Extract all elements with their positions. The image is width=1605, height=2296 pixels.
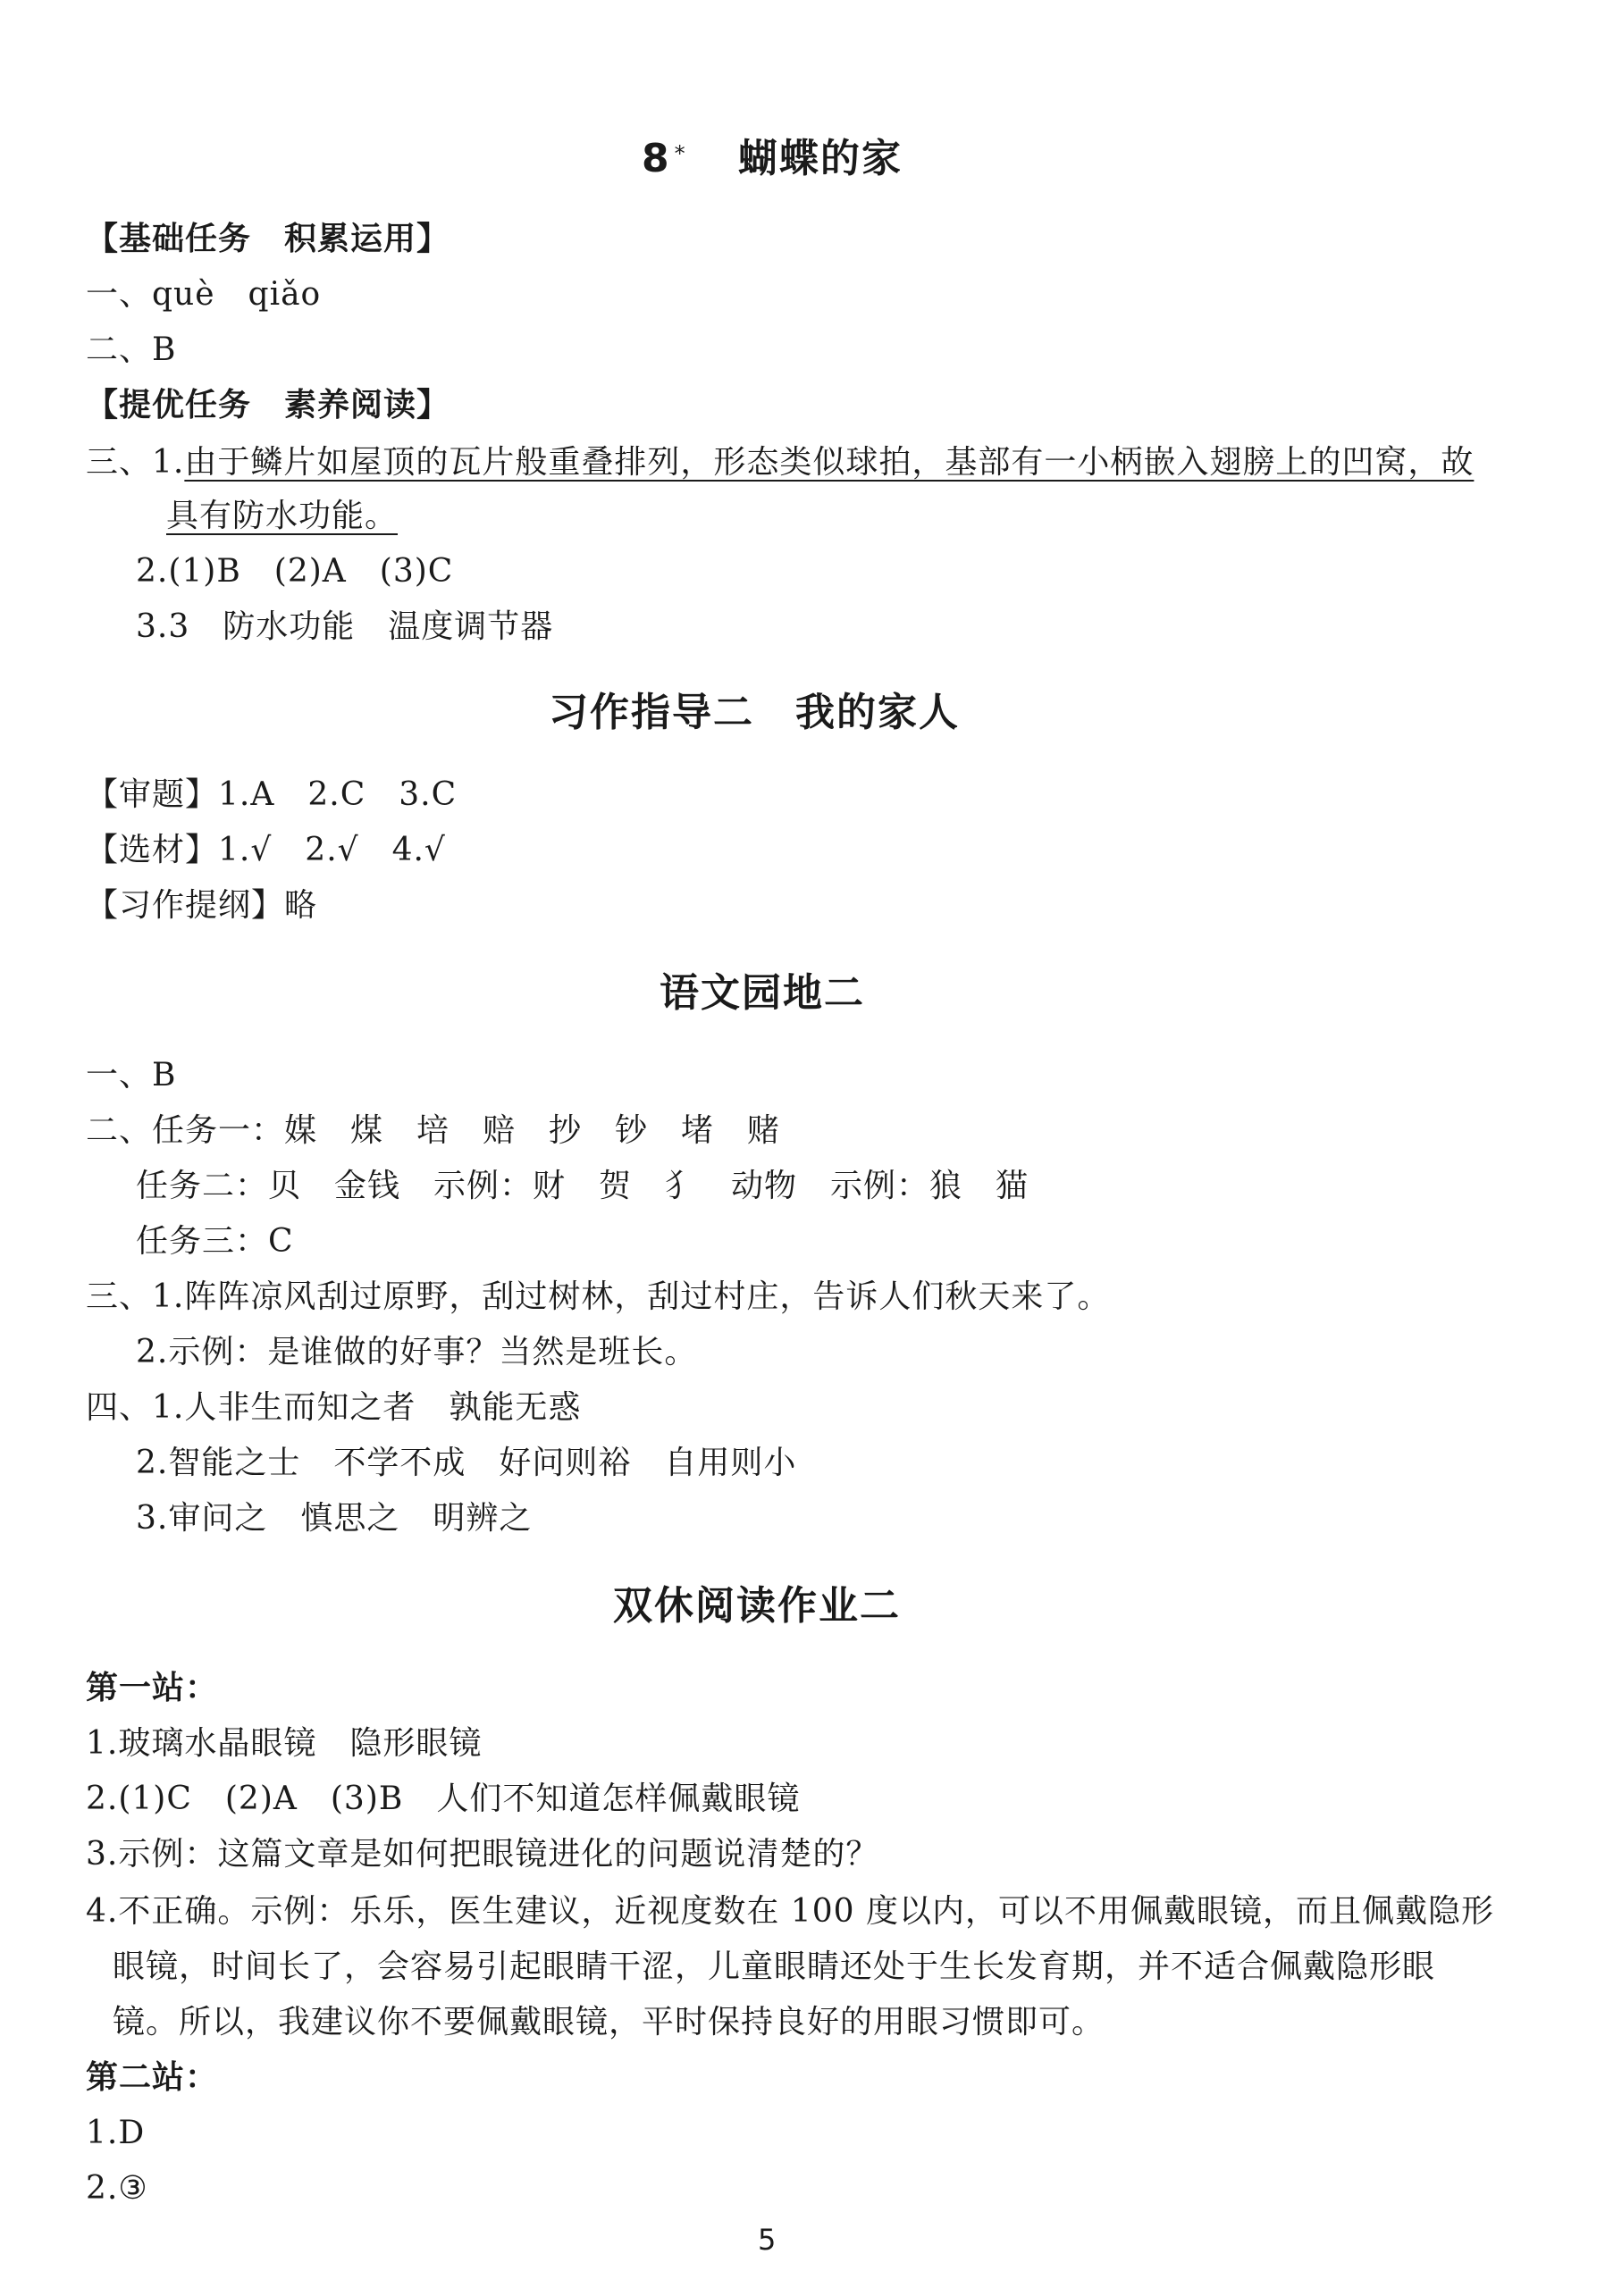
- s8-q2: 二、B: [86, 331, 177, 368]
- s8-q3-answer-line2: 具有防水功能。: [166, 498, 399, 534]
- garden-q1: 一、B: [86, 1057, 177, 1094]
- garden-q4-1: 四、1.人非生而知之者 孰能无惑: [86, 1389, 582, 1426]
- station2-q1: 1.D: [86, 2115, 146, 2151]
- basic-task-header: 【基础任务 积累运用】: [86, 221, 450, 257]
- lesson-number: 8: [642, 136, 671, 181]
- writing-xuancai: 【选材】1.√ 2.√ 4.√: [86, 832, 446, 868]
- station1-q2: 2.(1)C (2)A (3)B 人们不知道怎样佩戴眼镜: [86, 1781, 801, 1817]
- s8-q3-2: 2.(1)B (2)A (3)C: [136, 553, 454, 590]
- garden-q3-1: 三、1.阵阵凉风刮过原野，刮过树林，刮过村庄，告诉人们秋天来了。: [86, 1278, 1111, 1315]
- s8-q3-1: [86, 441, 1474, 484]
- garden-q4-3: 3.审问之 慎思之 明辨之: [136, 1500, 533, 1537]
- s8-q3-3: 3.3 防水功能 温度调节器: [136, 608, 554, 645]
- writing-guide-title: 习作指导二 我的家人: [549, 690, 960, 735]
- garden-q3-2: 2.示例：是谁做的好事？当然是班长。: [136, 1334, 698, 1370]
- station1-q4-line1: 4.不正确。示例：乐乐，医生建议，近视度数在 100 度以内，可以不用佩戴眼镜，而且佩戴隐形: [86, 1893, 1494, 1930]
- weekend-title: 双休阅读作业二: [613, 1583, 901, 1629]
- s8-q3-prefix: 三、1.: [86, 444, 185, 481]
- station1-q1: 1.玻璃水晶眼镜 隐形眼镜: [86, 1725, 483, 1762]
- station2-header: 第二站：: [86, 2059, 219, 2096]
- garden-title: 语文园地二: [660, 970, 865, 1016]
- lesson-title: [642, 134, 903, 184]
- writing-tigang: 【习作提纲】略: [86, 887, 318, 924]
- garden-q2-task3: 任务三：C: [136, 1223, 294, 1260]
- station1-q4-line2: 眼镜，时间长了，会容易引起眼睛干涩，儿童眼睛还处于生长发育期，并不适合佩戴隐形眼: [113, 1948, 1436, 1985]
- garden-q2-task2: 任务二：贝 金钱 示例：财 贺 犭 动物 示例：狼 猫: [136, 1168, 1029, 1204]
- lesson-title-text: 蝴蝶的家: [737, 136, 903, 181]
- station1-q4-line3: 镜。所以，我建议你不要佩戴眼镜，平时保持良好的用眼习惯即可。: [113, 2004, 1105, 2040]
- writing-shenti: 【审题】1.A 2.C 3.C: [86, 776, 458, 813]
- station2-q2: 2.③: [86, 2170, 148, 2207]
- s8-q3-answer-line1: 由于鳞片如屋顶的瓦片般重叠排列，形态类似球拍，基部有一小柄嵌入翅膀上的凹窝，故: [184, 444, 1475, 481]
- station1-q3: 3.示例：这篇文章是如何把眼镜进化的问题说清楚的？: [86, 1836, 879, 1873]
- page-number: 5: [758, 2223, 777, 2257]
- station1-header: 第一站：: [86, 1670, 219, 1706]
- garden-q2-task1: 二、任务一：媒 煤 培 赔 抄 钞 堵 赌: [86, 1112, 781, 1149]
- s8-q1: 一、què qiǎo: [86, 276, 322, 313]
- lesson-star: *: [674, 141, 687, 166]
- garden-q4-2: 2.智能之士 不学不成 好问则裕 自用则小: [136, 1445, 797, 1481]
- advanced-task-header: 【提优任务 素养阅读】: [86, 387, 450, 423]
